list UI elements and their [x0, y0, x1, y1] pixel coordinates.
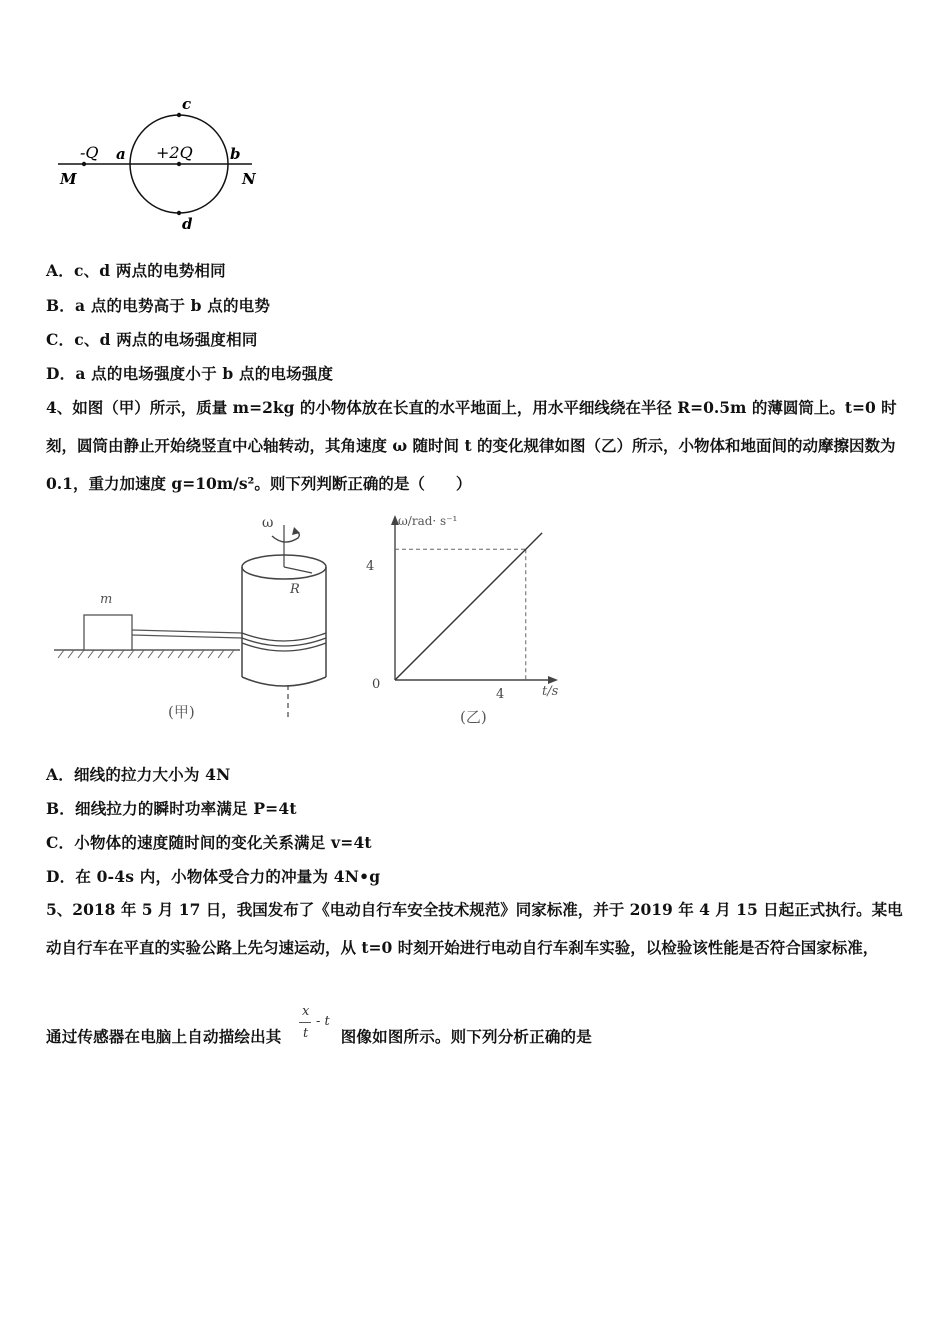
figure-jia	[50, 505, 350, 725]
fraction-tail: - t	[316, 1014, 330, 1029]
q3-option-a: A．c、d 两点的电势相同	[46, 261, 226, 280]
label-M: M	[60, 170, 77, 188]
q3-option-b: B．a 点的电势高于 b 点的电势	[46, 296, 271, 315]
point-c	[177, 113, 181, 117]
q5-stem: 5、2018 年 5 月 17 日，我国发布了《电动自行车安全技术规范》同家标准，并于 2019 年 4 月 15 日起正式执行。某电动自行车在平直的实验公路上先匀速运动，从 t=0 时刻开始进行电动自行车刹车实验，以检验该性能是否符合国家标准，	[46, 900, 903, 957]
q4-option-c: C．小物体的速度随时间的变化关系满足 v=4t	[46, 833, 372, 852]
label-d: d	[182, 215, 193, 233]
y-tick-4: 4	[366, 559, 375, 574]
label-pos-charge: +2Q	[156, 143, 193, 162]
fraction-numerator: x	[302, 1004, 310, 1019]
q5-line2-before: 通过传感器在电脑上自动描绘出其	[46, 1027, 282, 1046]
cylinder-bottom	[242, 677, 326, 686]
label-b: b	[230, 145, 241, 163]
label-radius: R	[290, 582, 300, 597]
string-bottom	[132, 635, 242, 638]
label-a: a	[116, 145, 126, 163]
q4-option-d: D．在 0-4s 内，小物体受合力的冲量为 4N•g	[46, 867, 381, 886]
caption-yi: (乙)	[460, 708, 487, 726]
ground-hatch	[58, 650, 234, 658]
label-N: N	[242, 170, 256, 188]
winding-2	[242, 638, 326, 646]
q3-option-d: D．a 点的电场强度小于 b 点的电场强度	[46, 364, 334, 383]
point-d	[177, 211, 181, 215]
point-pos-charge	[177, 162, 181, 166]
fraction-denominator: t	[303, 1026, 309, 1041]
q4-option-a: A．细线的拉力大小为 4N	[46, 765, 231, 784]
fraction-bar	[299, 1022, 311, 1023]
q3-option-c: C．c、d 两点的电场强度相同	[46, 330, 258, 349]
point-neg-charge	[82, 162, 86, 166]
block-m	[84, 615, 132, 650]
label-c: c	[182, 95, 192, 113]
x-axis-label: t/s	[542, 684, 559, 699]
origin-label: 0	[372, 677, 381, 692]
winding-3	[242, 643, 326, 651]
series-line-omega	[395, 533, 542, 680]
omega-t-chart	[360, 505, 580, 730]
q4-stem: 4、如图（甲）所示，质量 m=2kg 的小物体放在长直的水平地面上，用水平细线绕在半径 R=0.5m 的薄圆筒上。t=0 时刻，圆筒由静止开始绕竖直中心轴转动，其角速度 ω 随时间 t 的变化规律如图（乙）所示，小物体和地面间的动摩擦因数为 0.1，重力加速度 g=10m/s²。则下列判断正确的是（ ）	[46, 398, 897, 493]
caption-jia: (甲)	[168, 703, 195, 721]
label-neg-charge: -Q	[80, 143, 99, 162]
q5-line2-after: 图像如图所示。则下列分析正确的是	[340, 1027, 592, 1046]
y-axis-label: ω/rad· s⁻¹	[398, 514, 458, 528]
string-top	[132, 630, 242, 633]
label-mass: m	[100, 592, 113, 607]
x-axis-arrow	[548, 676, 558, 684]
winding-1	[242, 633, 326, 641]
x-tick-4: 4	[496, 687, 505, 702]
label-omega: ω	[262, 515, 274, 531]
charge-circle-figure	[50, 95, 270, 235]
q4-option-b: B．细线拉力的瞬时功率满足 P=4t	[46, 799, 297, 818]
